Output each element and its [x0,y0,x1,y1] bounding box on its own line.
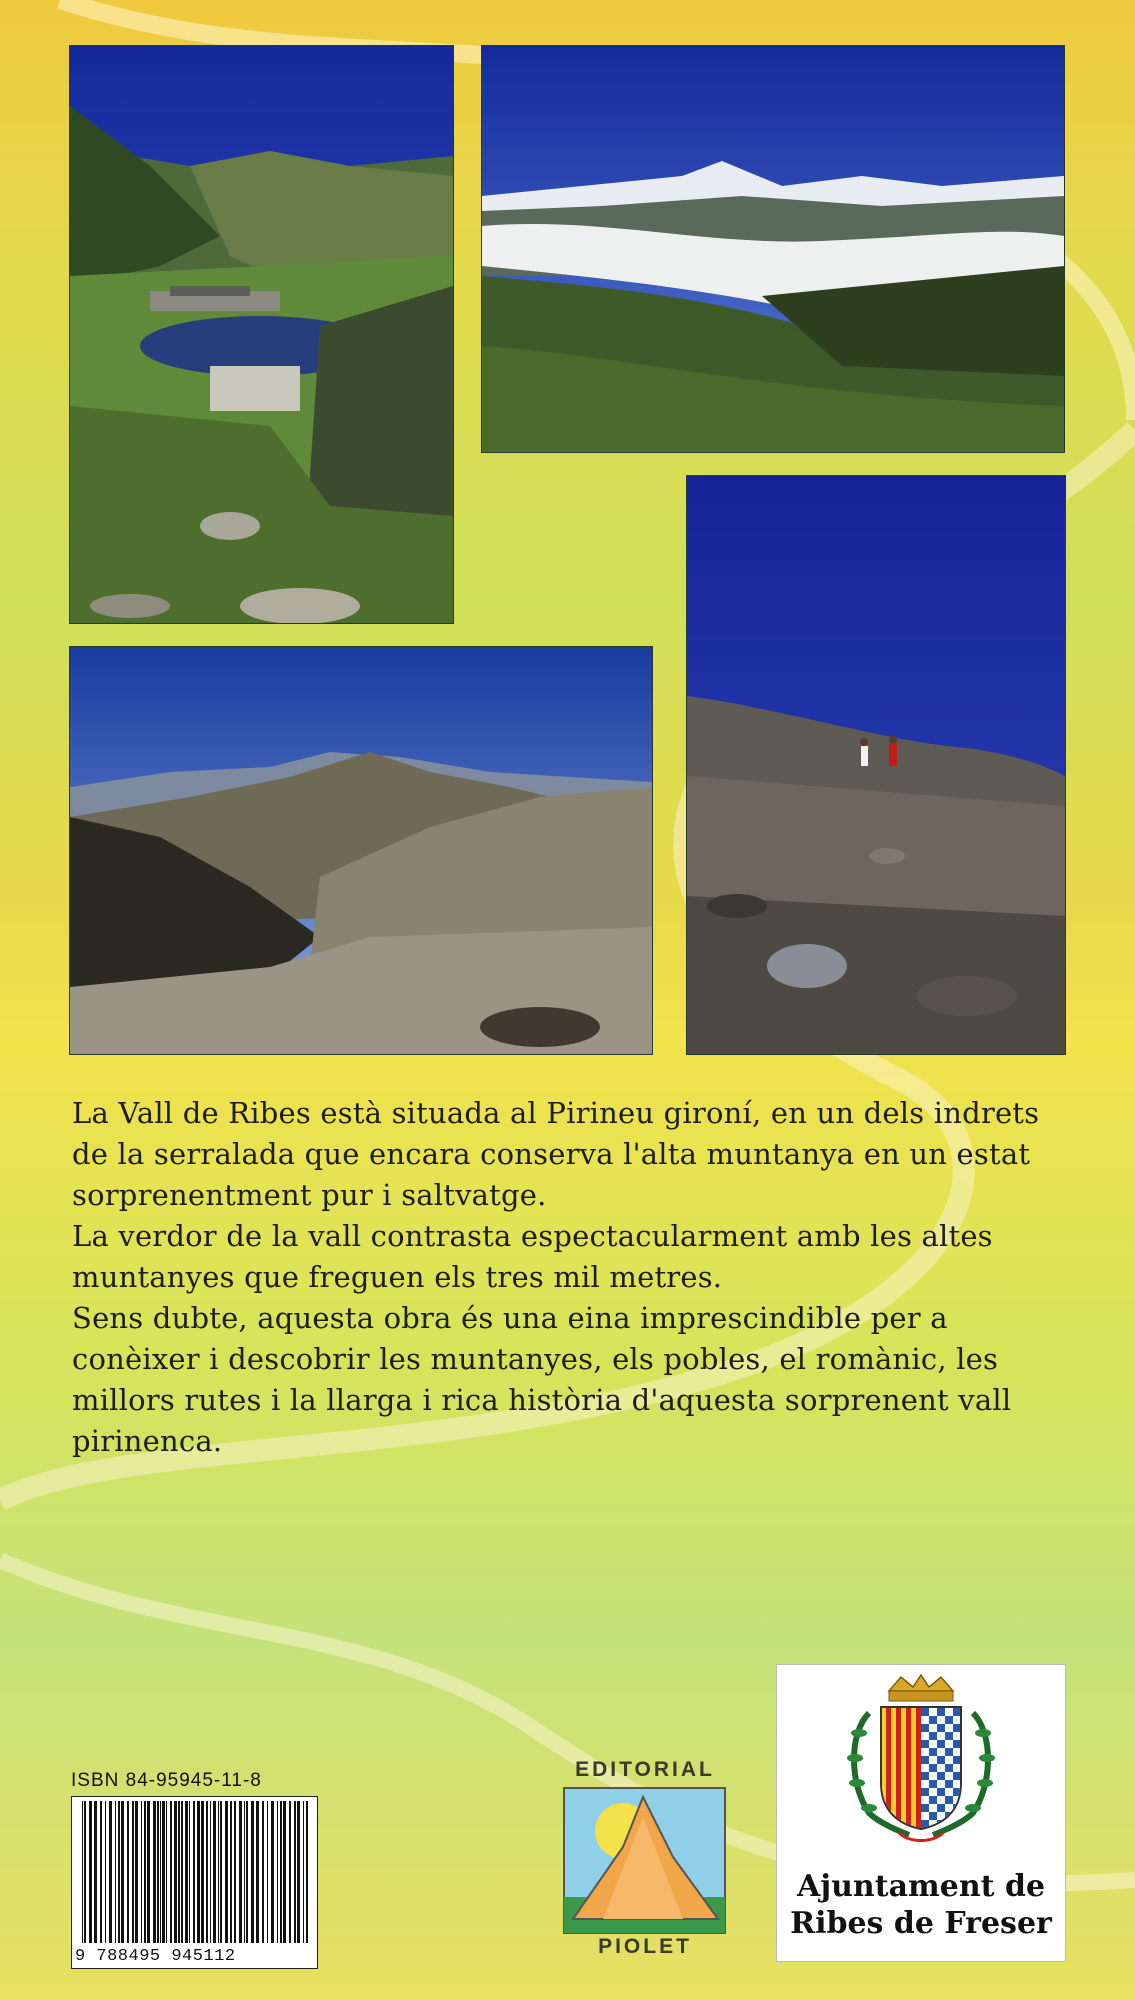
barcode-bar [225,1801,228,1943]
barcode-bar [115,1801,116,1943]
barcode-bar [251,1801,254,1943]
barcode-bar [178,1801,180,1943]
barcode-bar [84,1801,86,1943]
barcode-bar [213,1801,216,1943]
barcode-bar [256,1801,259,1943]
barcode-bar [262,1801,264,1943]
barcode [71,1796,318,1969]
barcode-bar [94,1801,97,1943]
barcode-bar [135,1801,138,1943]
barcode-bar [234,1801,236,1943]
barcode-bar [244,1801,245,1943]
barcode-bar [239,1801,242,1943]
barcode-bar [100,1801,102,1943]
barcode-bar [289,1801,291,1943]
barcode-bar [218,1801,219,1943]
publisher-name-top: EDITORIAL [575,1758,715,1781]
barcode-bar [160,1801,161,1943]
barcode-bar [89,1801,92,1943]
barcode-bar [267,1801,268,1943]
coat-of-arms [829,1673,1013,1857]
barcode-bar [185,1801,188,1943]
barcode-bar [206,1801,208,1943]
barcode-bar [283,1801,286,1943]
barcode-bar [166,1801,167,1943]
blurb-paragraph: La verdor de la vall contrasta espectacularment amb les altes muntanyes que freguen els tres mil metres. [72,1219,993,1294]
barcode-bar [294,1801,296,1943]
publisher-logo [563,1787,726,1934]
barcode-bar [230,1801,232,1943]
barcode-bar [162,1801,165,1943]
barcode-bar [105,1801,106,1943]
blurb-paragraph: La Vall de Ribes està situada al Pirineu gironí, en un dels indrets de la serralada que encara conserva l'alta muntanya en un estat sorprenentment pur i saltvatge. [72,1096,1040,1212]
barcode-bar [297,1801,300,1943]
barcode-bar [303,1801,304,1943]
barcode-digits: 9 788495 945112 [75,1947,236,1966]
barcode-bar [82,1801,83,1943]
barcode-bar [118,1801,120,1943]
barcode-bar [153,1801,156,1943]
barcode-bar [157,1801,159,1943]
blurb-paragraph: Sens dubte, aquesta obra és una eina imprescindible per a conèixer i descobrir les muntanyes, els pobles, el romànic, les millors rutes i la llarga i rica història d'aquesta sorprenent vall pirinenca. [72,1301,1012,1458]
barcode-bar [147,1801,150,1943]
barcode-bar [127,1801,129,1943]
barcode-bar [174,1801,177,1943]
barcode-bar [141,1801,142,1943]
barcode-bar [220,1801,222,1943]
barcode-bar [277,1801,278,1943]
council-name: Ajuntament de Ribes de Freser [790,1869,1052,1941]
barcode-bar [210,1801,211,1943]
snowy-peaks-clouds-photo [481,45,1065,453]
publisher-name-bottom: PIOLET [598,1935,692,1958]
barcode-bar [181,1801,183,1943]
barcode-bar [144,1801,146,1943]
council-emblem [776,1664,1066,1962]
barcode-bar [280,1801,282,1943]
barcode-bar [132,1801,134,1943]
barcode-bar [246,1801,248,1943]
barcode-bar [109,1801,112,1943]
barcode-bar [306,1801,308,1943]
barcode-bar [170,1801,172,1943]
barcode-bar [121,1801,124,1943]
barcode-bar [197,1801,200,1943]
hikers-scree-slope-photo [686,475,1066,1055]
barcode-bar [189,1801,190,1943]
barcode-bar [271,1801,274,1943]
mountain-valley-photo [69,646,653,1055]
isbn-label: ISBN 84-95945-11-8 [71,1770,262,1791]
reservoir-valley-photo [69,45,454,624]
barcode-bar [201,1801,204,1943]
back-cover-blurb [72,1093,1052,1462]
barcode-bar [193,1801,195,1943]
